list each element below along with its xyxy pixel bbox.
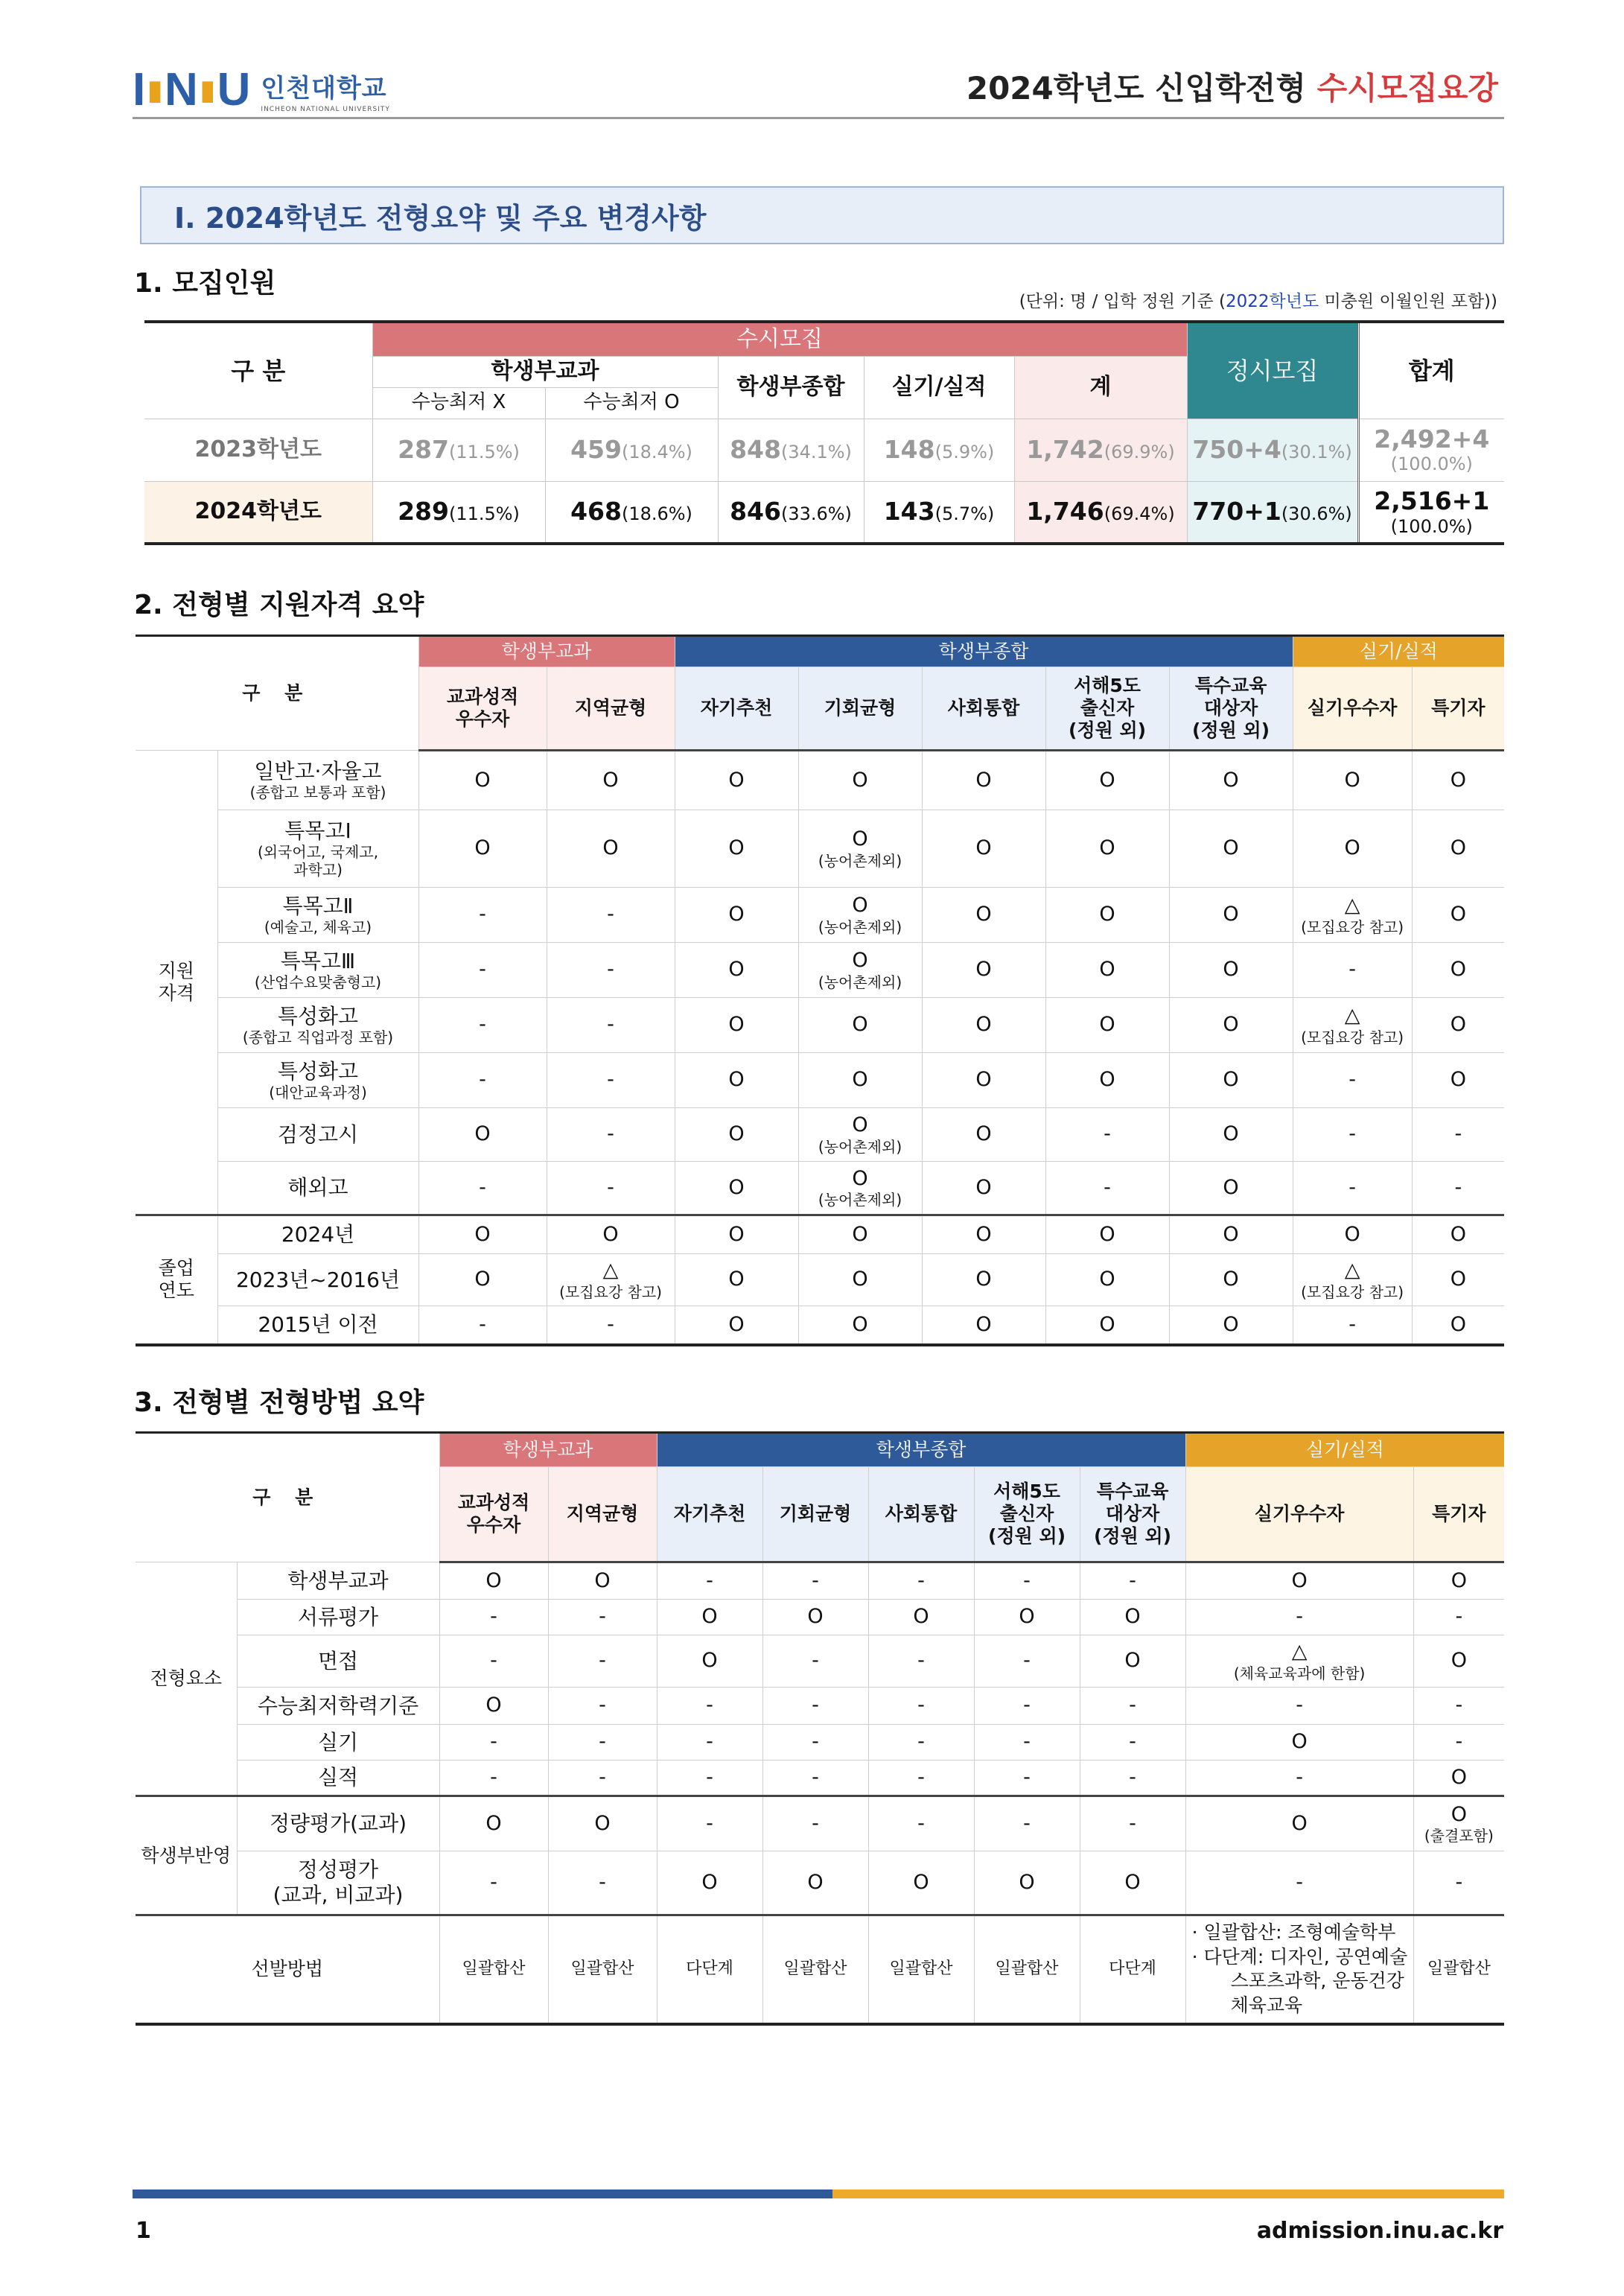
table-cell: - [1185,1600,1413,1635]
table-row [136,1796,1504,1851]
table-cell: - [974,1796,1080,1851]
table-cell: - [418,943,547,998]
row-label: 2015년 이전 [217,1306,418,1345]
group-header-gyogwa: 학생부교과 [418,636,675,667]
sat-o-header: 수능최저 O [545,387,718,419]
group-header-jonghap: 학생부종합 [657,1433,1185,1467]
column-header: 기회균형 [798,667,922,751]
table-cell: - [868,1761,974,1796]
silgi-header: 실기/실적 [864,356,1014,419]
table-cell: O [1169,1306,1293,1345]
table-cell: - [1413,1688,1504,1725]
table-cell: O [547,751,675,810]
table-cell: O [1045,1254,1169,1306]
logo-name: 인천대학교 [261,73,387,104]
table-cell: O [922,943,1045,998]
column-header: 지역균형 [547,667,675,751]
table-cell: O [675,1306,798,1345]
table-row [136,751,1504,810]
table-cell: O [1412,751,1504,810]
table-row [136,810,1504,888]
column-header: 지역균형 [548,1467,657,1562]
table-row [136,888,1504,943]
row-label: 특목고Ⅰ (외국어고, 국제고, 과학고) [217,810,418,888]
table-cell: - [657,1761,762,1796]
table-cell: 일괄합산 [1413,1915,1504,2024]
footer-bar [133,2190,1504,2198]
table-cell: - [1080,1688,1185,1725]
page-header [133,60,1504,119]
section-1-title: 1. 모집인원 [134,268,276,299]
row-group-label: 학생부반영 [136,1796,237,1915]
table-cell: 일괄합산 [868,1915,974,2024]
logo-letter-n: N [165,64,198,115]
table-cell: O [1293,1215,1412,1254]
table-row [136,1851,1504,1915]
selection-note: · 일괄합산: 조형예술학부 · 다단계: 디자인, 공연예술 스포츠과학, 운동건강 체육교육 [1185,1915,1413,2024]
table-cell: - [657,1562,762,1600]
column-header: 서해5도 출신자 (정원 외) [1045,667,1169,751]
table-cell: - [547,888,675,943]
table-row [136,1600,1504,1635]
section-banner: Ⅰ. 2024학년도 전형요약 및 주요 변경사항 [140,186,1504,244]
table-cell: O [1045,751,1169,810]
table-cell: - [439,1851,548,1915]
table-row [136,1215,1504,1254]
table-cell: - [439,1600,548,1635]
table-cell: O (농어촌제외) [798,1162,922,1215]
table-cell: O [868,1600,974,1635]
section-3-title: 3. 전형별 전형방법 요약 [134,1387,424,1418]
table-cell: - [868,1725,974,1761]
table-cell: - [657,1725,762,1761]
table-cell: - [657,1688,762,1725]
page-number: 1 [136,2218,151,2244]
table-cell: - [1412,1162,1504,1215]
table-cell: O [547,1215,675,1254]
table-cell: O [1412,998,1504,1053]
table-cell: O [1045,1215,1169,1254]
table-cell: O [1080,1600,1185,1635]
table-row [136,1725,1504,1761]
table-cell: O [1412,1306,1504,1345]
group-header-silgi: 실기/실적 [1293,636,1504,667]
table-cell: O [418,1254,547,1306]
row-label: 특목고Ⅱ (예술고, 체육고) [217,888,418,943]
jonghap-header: 학생부종합 [718,356,864,419]
table-cell: 다단계 [1080,1915,1185,2024]
table-row [136,1635,1504,1688]
table-cell: 일괄합산 [548,1915,657,2024]
column-header: 사회통합 [868,1467,974,1562]
table-cell: - [548,1725,657,1761]
table-cell: O [675,810,798,888]
table-cell: O [1412,1053,1504,1108]
table-cell: O [1080,1635,1185,1688]
table-cell: △ (체육교육과에 한함) [1185,1635,1413,1688]
table-cell: - [1293,1306,1412,1345]
table-cell: O [418,751,547,810]
column-header: 특기자 [1412,667,1504,751]
table-cell: - [548,1688,657,1725]
row-label: 면접 [237,1635,439,1688]
table-row: 2023학년도 287(11.5%) 459(18.4%) 848(34.1%) 148(5.9%) 1,742(69.9%) 750+4(30.1%) 2,492+4 (100.0%) [144,419,1504,481]
table-cell: - [868,1635,974,1688]
table-cell: O [762,1600,868,1635]
table-cell: O (농어촌제외) [798,1108,922,1162]
table-cell: O (농어촌제외) [798,810,922,888]
group-header-silgi: 실기/실적 [1185,1433,1504,1467]
table-cell: - [762,1761,868,1796]
gye-header: 계 [1014,356,1187,419]
table-row [136,1053,1504,1108]
table-cell: - [974,1725,1080,1761]
table-cell: O [1080,1851,1185,1915]
table-cell: - [418,1306,547,1345]
eligibility-table [136,635,1504,1346]
logo-letter-u: U [217,64,251,115]
table-row [136,1915,1504,2024]
row-label: 해외고 [217,1162,418,1215]
table-cell: - [548,1761,657,1796]
table-cell: O [547,810,675,888]
table-cell: - [548,1851,657,1915]
table-cell: - [547,1306,675,1345]
table-cell: - [1413,1725,1504,1761]
row-label: 정성평가 (교과, 비교과) [237,1851,439,1915]
gubun-header: 구 분 [136,636,418,751]
column-header: 실기우수자 [1185,1467,1413,1562]
group-header-gyogwa: 학생부교과 [439,1433,657,1467]
row-label: 2024학년도 [144,481,372,544]
table-cell: - [762,1796,868,1851]
table-cell: O [1413,1562,1504,1600]
table-row [136,1162,1504,1215]
table-cell: - [418,888,547,943]
table-cell: O [418,810,547,888]
table-cell: - [439,1725,548,1761]
table-cell: - [762,1635,868,1688]
university-logo [133,64,390,116]
table-cell: O [1045,1306,1169,1345]
table-cell: O [1293,810,1412,888]
column-header: 특기자 [1413,1467,1504,1562]
table-cell: △ (모집요강 참고) [547,1254,675,1306]
table-cell: O [1169,1108,1293,1162]
table-cell: O [1169,888,1293,943]
row-group-label: 졸업 연도 [136,1215,217,1345]
table-cell: O [675,998,798,1053]
table-cell: - [439,1761,548,1796]
table-row [136,1254,1504,1306]
table-cell: O [675,1108,798,1162]
table-cell: O [1412,810,1504,888]
table-cell: O [974,1851,1080,1915]
table-cell: O [675,1254,798,1306]
table-cell: - [1080,1562,1185,1600]
unit-note: (단위: 명 / 입학 정원 기준 (2022학년도 미충원 이월인원 포함)) [1019,292,1497,311]
table-cell: - [1413,1600,1504,1635]
table-cell: - [868,1796,974,1851]
table-cell: O [922,1053,1045,1108]
table-cell: - [868,1562,974,1600]
row-label: 선발방법 [136,1915,439,2024]
table-cell: - [418,998,547,1053]
table-cell: O [1169,751,1293,810]
group-header-jonghap: 학생부종합 [675,636,1293,667]
gubun-header: 구 분 [136,1433,439,1562]
table-cell: - [974,1635,1080,1688]
table-cell: O [675,751,798,810]
table-cell: - [1080,1761,1185,1796]
table-cell: - [1185,1761,1413,1796]
table-cell: - [418,1053,547,1108]
table-cell: - [1185,1688,1413,1725]
table-cell: - [762,1562,868,1600]
table-row: 2024학년도 289(11.5%) 468(18.6%) 846(33.6%) 143(5.7%) 1,746(69.4%) 770+1(30.6%) 2,516+1 (100.0%) [144,481,1504,544]
table-cell: - [1412,1108,1504,1162]
table-cell: - [418,1162,547,1215]
table-cell: - [1293,1053,1412,1108]
table-row [136,1562,1504,1600]
table-cell: - [974,1562,1080,1600]
table-cell: O [439,1796,548,1851]
table-cell: △ (모집요강 참고) [1293,1254,1412,1306]
table-cell: - [547,1108,675,1162]
table-cell: - [548,1635,657,1688]
table-cell: O [922,1162,1045,1215]
table-cell: O [922,1215,1045,1254]
row-label: 학생부교과 [237,1562,439,1600]
table-cell: O [798,1254,922,1306]
row-group-label: 전형요소 [136,1562,237,1796]
table-cell: - [1293,1162,1412,1215]
column-header: 자기추천 [675,667,798,751]
table-cell: O [657,1851,762,1915]
table-cell: - [974,1688,1080,1725]
title-main: 2024학년도 신입학전형 [966,70,1306,106]
column-header: 자기추천 [657,1467,762,1562]
table-cell: O (농어촌제외) [798,888,922,943]
table-cell: O [548,1562,657,1600]
table-cell: O [1185,1562,1413,1600]
table-cell: O [1045,888,1169,943]
table-cell: O [439,1562,548,1600]
table-cell: O [974,1600,1080,1635]
table-row [136,1306,1504,1345]
sat-x-header: 수능최저 X [372,387,545,419]
row-label: 정량평가(교과) [237,1796,439,1851]
table-cell: O [657,1600,762,1635]
table-cell: O [1169,1053,1293,1108]
table-cell: - [868,1688,974,1725]
table-cell: - [547,1053,675,1108]
table-cell: O [1185,1796,1413,1851]
table-cell: O [675,1215,798,1254]
row-label: 검정고시 [217,1108,418,1162]
table-cell: - [548,1600,657,1635]
document-title [967,64,1498,109]
table-row [136,943,1504,998]
table-cell: O [762,1851,868,1915]
row-label: 2023년~2016년 [217,1254,418,1306]
table-cell: O [922,810,1045,888]
table-cell: O [1412,1254,1504,1306]
table-cell: O [1169,1215,1293,1254]
table-cell: O [675,888,798,943]
table-cell: O [1412,1215,1504,1254]
table-cell: - [762,1725,868,1761]
table-cell: O [1169,810,1293,888]
row-label: 실적 [237,1761,439,1796]
table-cell: O [1412,943,1504,998]
table-cell: O [418,1215,547,1254]
table-cell: 일괄합산 [762,1915,868,2024]
table-cell: O [1412,888,1504,943]
column-header: 기회균형 [762,1467,868,1562]
table-cell: O [1045,998,1169,1053]
logo-letter-i: I [133,64,146,115]
table-cell: O [922,888,1045,943]
table-cell: - [1045,1108,1169,1162]
table-cell: O [798,998,922,1053]
table-cell: - [547,943,675,998]
table-cell: - [547,1162,675,1215]
row-label: 일반고·자율고 (종합고 보통과 포함) [217,751,418,810]
table-cell: - [547,998,675,1053]
table-cell: 일괄합산 [439,1915,548,2024]
table-row [136,1108,1504,1162]
table-cell: O (농어촌제외) [798,943,922,998]
column-header: 교과성적 우수자 [418,667,547,751]
table-cell: 일괄합산 [974,1915,1080,2024]
column-header: 실기우수자 [1293,667,1412,751]
row-label: 특성화고 (대안교육과정) [217,1053,418,1108]
table-cell: - [1185,1851,1413,1915]
table-cell: O [1413,1635,1504,1688]
table-cell: O [1169,943,1293,998]
row-label: 특성화고 (종합고 직업과정 포함) [217,998,418,1053]
table-cell: O [922,1306,1045,1345]
column-header: 특수교육 대상자 (정원 외) [1169,667,1293,751]
table-cell: O [922,1254,1045,1306]
table-cell: - [1413,1851,1504,1915]
table-cell: O [922,751,1045,810]
table-cell: O [1169,998,1293,1053]
total-header: 합계 [1358,322,1504,419]
table-cell: △ (모집요강 참고) [1293,888,1412,943]
table-cell: O (출결포함) [1413,1796,1504,1851]
table-cell: O [1413,1761,1504,1796]
table-cell: O [675,943,798,998]
row-label: 서류평가 [237,1600,439,1635]
table-row [136,1761,1504,1796]
table-cell: O [868,1851,974,1915]
row-group-label: 지원 자격 [136,751,217,1215]
table-cell: O [798,1053,922,1108]
column-header: 사회통합 [922,667,1045,751]
selection-method-table [136,1431,1504,2026]
table-cell: O [418,1108,547,1162]
logo-subtitle: INCHEON NATIONAL UNIVERSITY [261,105,390,113]
table-cell: - [1080,1796,1185,1851]
table-cell: - [439,1635,548,1688]
table-cell: O [1185,1725,1413,1761]
table-cell: O [1293,751,1412,810]
table-cell: O [675,1053,798,1108]
row-label: 수능최저학력기준 [237,1688,439,1725]
table-cell: O [675,1162,798,1215]
table-cell: O [1169,1254,1293,1306]
table-cell: - [762,1688,868,1725]
table-cell: - [1080,1725,1185,1761]
table-cell: O [1045,1053,1169,1108]
row-label: 특목고Ⅲ (산업수요맞춤형고) [217,943,418,998]
table-cell: - [1045,1162,1169,1215]
section-2-title: 2. 전형별 지원자격 요약 [134,590,424,620]
jeongsi-header: 정시모집 [1187,322,1358,419]
enrollment-table [144,320,1504,545]
table-cell: O [798,1306,922,1345]
table-cell: O [1169,1162,1293,1215]
table-cell: O [922,1108,1045,1162]
table-cell: △ (모집요강 참고) [1293,998,1412,1053]
site-url: admission.inu.ac.kr [1256,2218,1503,2244]
inu-logo-mark: I ▮ N ▮ U [133,64,251,115]
table-cell: - [657,1796,762,1851]
column-header: 특수교육 대상자 (정원 외) [1080,1467,1185,1562]
table-cell: O [1045,943,1169,998]
row-label: 실기 [237,1725,439,1761]
table-row [136,998,1504,1053]
hakbugyogwa-header: 학생부교과 [372,356,718,387]
table-cell: - [1293,1108,1412,1162]
table-cell: - [974,1761,1080,1796]
row-label: 2023학년도 [144,419,372,481]
gubun-header: 구 분 [144,322,372,419]
table-cell: O [439,1688,548,1725]
title-highlight: 수시모집요강 [1316,70,1498,106]
table-cell: O [798,1215,922,1254]
table-cell: O [798,751,922,810]
susi-header: 수시모집 [372,322,1187,356]
row-label: 2024년 [217,1215,418,1254]
table-cell: O [922,998,1045,1053]
table-row [136,1688,1504,1725]
column-header: 교과성적 우수자 [439,1467,548,1562]
table-cell: - [1293,943,1412,998]
table-cell: O [657,1635,762,1688]
column-header: 서해5도 출신자 (정원 외) [974,1467,1080,1562]
table-cell: 다단계 [657,1915,762,2024]
table-cell: O [548,1796,657,1851]
table-cell: O [1045,810,1169,888]
